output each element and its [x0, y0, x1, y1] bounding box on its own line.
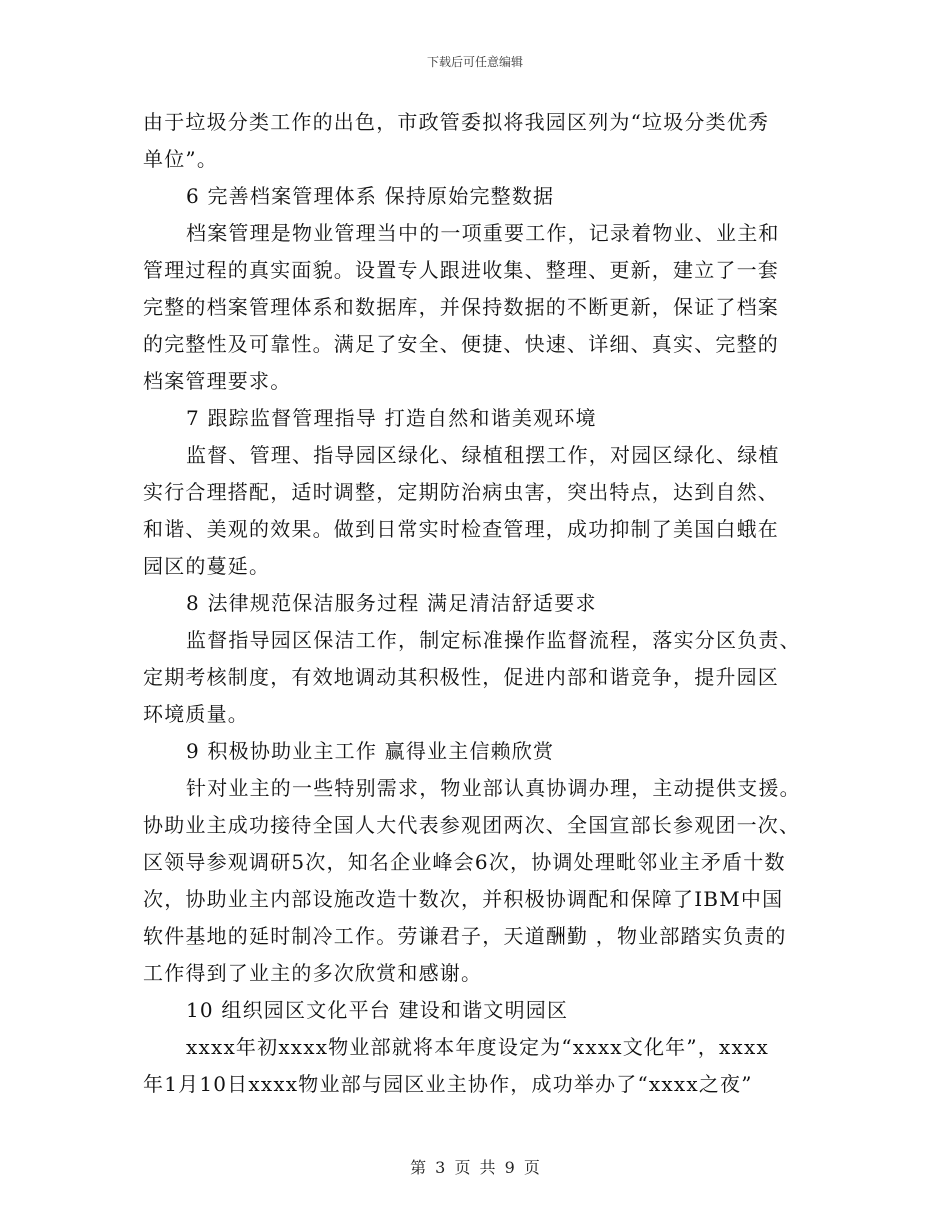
text-line: 定期考核制度，有效地调动其积极性，促进内部和谐竞争，提升园区 [143, 665, 779, 689]
text-line: 单位”。 [143, 147, 219, 171]
text-line: 环境质量。 [143, 702, 249, 726]
text-line: 次，协助业主内部设施改造十数次，并积极协调配和保障了IBM中国 [143, 887, 784, 911]
text-line: 监督指导园区保洁工作，制定标准操作监督流程，落实分区负责、 [186, 628, 801, 652]
text-line: 由于垃圾分类工作的出色，市政管委拟将我园区列为“垃圾分类优秀 [143, 110, 770, 134]
text-line: 实行合理搭配，适时调整，定期防治病虫害，突出特点，达到自然、 [143, 480, 779, 504]
text-line: 协助业主成功接待全国人大代表参观团两次、全国宣部长参观团一次、 [143, 813, 801, 837]
text-line: 年1月10日xxxx物业部与园区业主协作，成功举办了“xxxx之夜” [143, 1072, 753, 1096]
text-line: 档案管理要求。 [143, 369, 292, 393]
page-header: 下载后可任意编辑 [426, 55, 523, 69]
text-line: 软件基地的延时制冷工作。劳谦君子，天道酬勤 ，物业部踏实负责的 [143, 924, 787, 948]
text-line: 区领导参观调研5次，知名企业峰会6次，协调处理毗邻业主矛盾十数 [143, 850, 786, 874]
page-footer: 第 3 页 共 9 页 [410, 1158, 540, 1177]
text-line: 6 完善档案管理体系 保持原始完整数据 [186, 184, 555, 208]
text-line: xxxx年初xxxx物业部就将本年度设定为“xxxx文化年”，xxxx [186, 1035, 769, 1059]
text-line: 园区的蔓延。 [143, 554, 271, 578]
text-line: 和谐、美观的效果。做到日常实时检查管理，成功抑制了美国白蛾在 [143, 517, 779, 541]
text-line: 管理过程的真实面貌。设置专人跟进收集、整理、更新，建立了一套 [143, 258, 779, 282]
text-line: 完整的档案管理体系和数据库，并保持数据的不断更新，保证了档案 [143, 295, 779, 319]
text-line: 10 组织园区文化平台 建设和谐文明园区 [186, 998, 569, 1022]
text-line: 监督、管理、指导园区绿化、绿植租摆工作，对园区绿化、绿植 [186, 443, 780, 467]
text-line: 7 跟踪监督管理指导 打造自然和谐美观环境 [186, 406, 597, 430]
text-line: 针对业主的一些特别需求，物业部认真协调办理，主动提供支援。 [186, 776, 801, 800]
text-line: 8 法律规范保洁服务过程 满足清洁舒适要求 [186, 591, 597, 615]
text-line: 的完整性及可靠性。满足了安全、便捷、快速、详细、真实、完整的 [143, 332, 779, 356]
text-line: 档案管理是物业管理当中的一项重要工作，记录着物业、业主和 [186, 221, 780, 245]
document-body [143, 104, 813, 1103]
text-line: 工作得到了业主的多次欣赏和感谢。 [143, 961, 483, 985]
text-line: 9 积极协助业主工作 赢得业主信赖欣赏 [186, 739, 555, 763]
